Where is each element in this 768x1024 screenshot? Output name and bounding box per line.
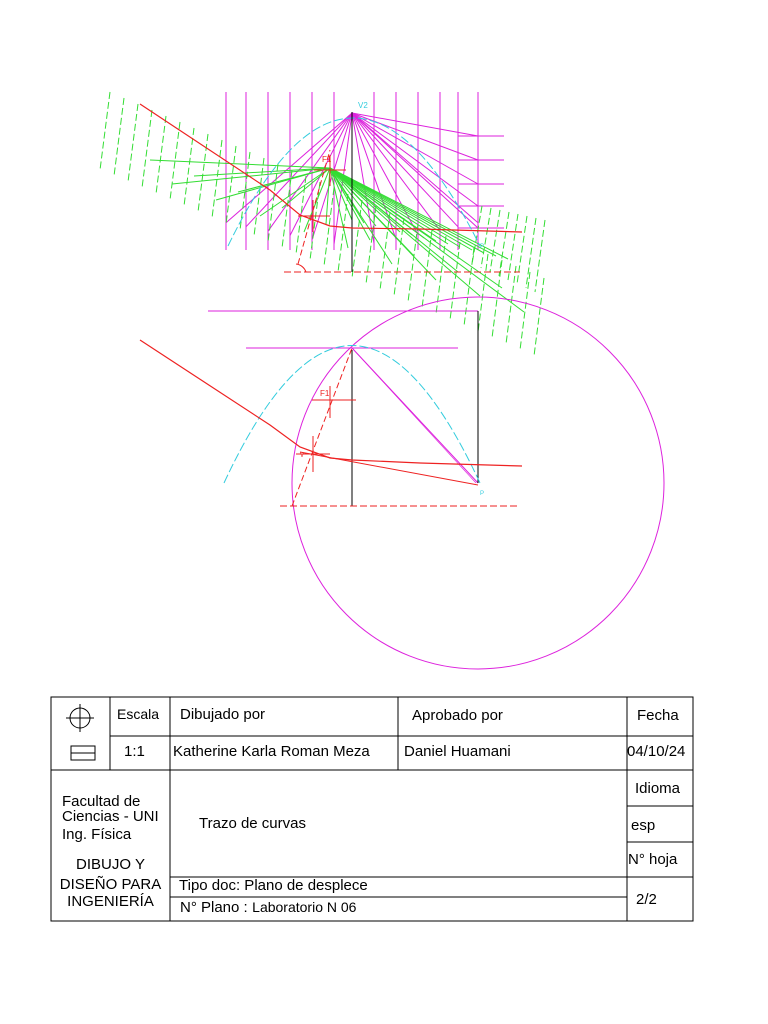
tipo-doc: Tipo doc: Plano de desplece <box>179 877 368 894</box>
label-v2: V2 <box>358 101 368 110</box>
aprobado-label: Aprobado por <box>412 707 503 724</box>
fecha-value: 04/10/24 <box>627 743 686 760</box>
plano-value: Laboratorio N 06 <box>252 899 357 915</box>
course-line-1: DIBUJO Y <box>76 856 145 873</box>
dibujado-label: Dibujado por <box>180 706 266 723</box>
escala-label: Escala <box>117 706 160 722</box>
label-p-top: P <box>480 244 485 250</box>
course-line-3: INGENIERÍA <box>67 893 154 910</box>
drawing-title: Trazo de curvas <box>199 815 306 832</box>
label-p-lower: P <box>480 491 485 497</box>
dibujado-value: Katherine Karla Roman Meza <box>173 743 370 760</box>
plano-label: N° Plano : <box>180 899 248 916</box>
fecha-label: Fecha <box>637 707 679 724</box>
hoja-label: N° hoja <box>628 851 678 868</box>
label-v-lower: V <box>300 453 305 459</box>
course-line-2: DISEÑO PARA <box>59 876 162 893</box>
label-f1-top: F1 <box>322 155 332 164</box>
facultad-line-3: Ing. Física <box>62 826 132 843</box>
escala-value: 1:1 <box>124 743 145 760</box>
facultad-line-2: Ciencias - UNI <box>62 808 159 825</box>
facultad-line-1: Facultad de <box>62 793 141 810</box>
plano-row <box>180 899 356 917</box>
idioma-value: esp <box>631 817 656 834</box>
idioma-label: Idioma <box>635 780 681 797</box>
label-f1-lower: F1 <box>320 389 330 398</box>
hoja-value: 2/2 <box>636 891 657 908</box>
aprobado-value: Daniel Huamani <box>404 743 511 760</box>
